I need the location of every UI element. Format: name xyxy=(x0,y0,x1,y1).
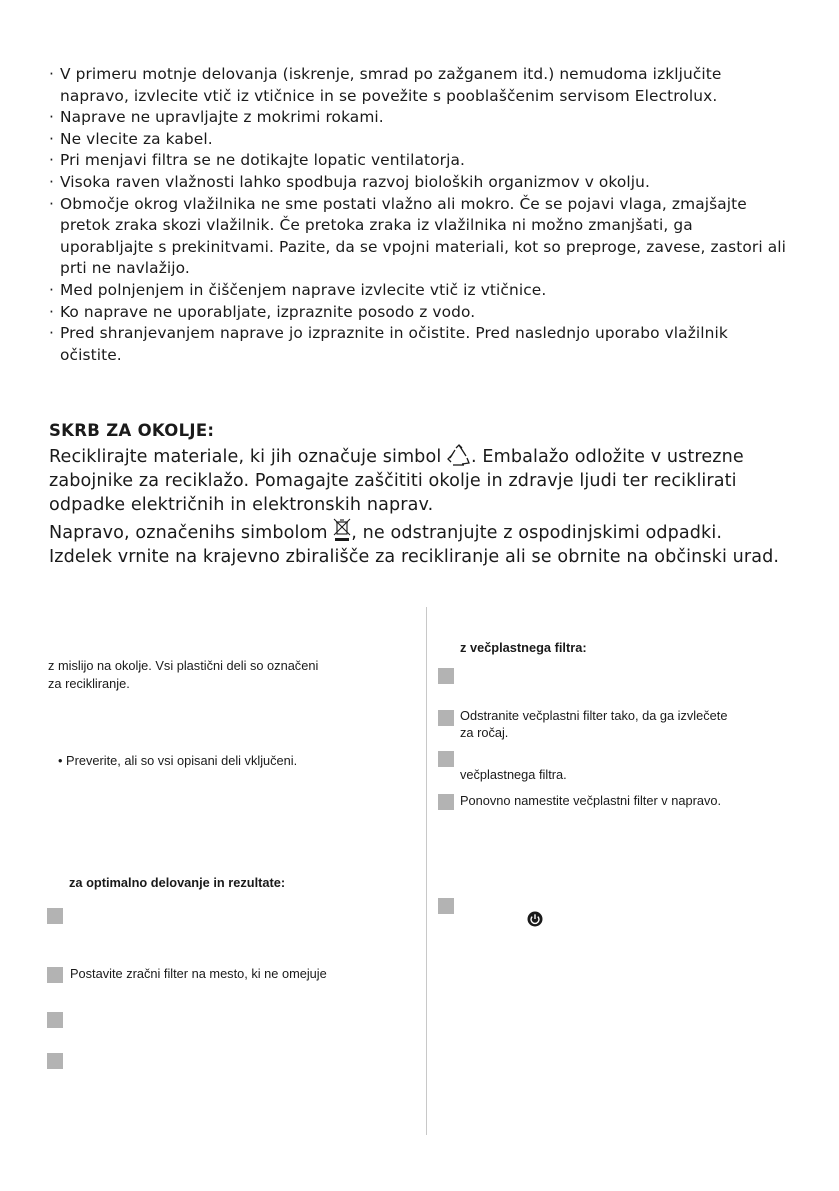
safety-item: · Ko naprave ne uporabljate, izpraznite posodo z vodo. xyxy=(49,302,789,324)
remove-filter-step-line1: Odstranite večplastni filter tako, da ga izvlečete xyxy=(460,708,728,723)
packaging-note-line1: z mislijo na okolje. Vsi plastični deli so označeni xyxy=(48,658,319,673)
environment-heading: SKRB ZA OKOLJE: xyxy=(49,421,215,440)
step-marker xyxy=(47,967,63,983)
step-marker xyxy=(438,710,454,726)
filter-step-text: večplastnega filtra. xyxy=(460,767,567,782)
filter-heading: z večplastnega filtra: xyxy=(460,640,587,655)
weee-bin-icon xyxy=(333,518,351,542)
safety-item: · Naprave ne upravljajte z mokrimi rokami. xyxy=(49,107,789,129)
recycling-text-end: . Embalažo odložite v ustrezne zabojnike za reciklažo. Pomagajte zaščititi okolje in zdravje ljudi ter reciklirati odpadke električnih in elektronskih naprav. xyxy=(49,447,744,515)
recycling-text-start: Reciklirajte materiale, ki jih označuje simbol xyxy=(49,447,442,467)
safety-item: · Pri menjavi filtra se ne dotikajte lopatic ventilatorja. xyxy=(49,150,789,172)
step-marker xyxy=(47,1012,63,1028)
reinstall-filter-step: Ponovno namestite večplastni filter v napravo. xyxy=(460,793,722,808)
safety-instructions-list xyxy=(49,64,789,366)
safety-item: · Visoka raven vlažnosti lahko spodbuja razvoj bioloških organizmov v okolju. xyxy=(49,172,789,194)
step-marker xyxy=(47,908,63,924)
safety-item: · Ne vlecite za kabel. xyxy=(49,129,789,151)
safety-item: · Pred shranjevanjem naprave jo izpraznite in očistite. Pred naslednjo uporabo vlažilnik očistite. xyxy=(49,323,789,366)
check-parts-note: • Preverite, ali so vsi opisani deli vključeni. xyxy=(58,753,298,768)
disposal-paragraph xyxy=(49,518,789,570)
safety-item: · Območje okrog vlažilnika ne sme postati vlažno ali mokro. Če se pojavi vlaga, zmajšajte pretok zraka skozi vlažilnik. Če pretoka zraka iz vlažilnika ni možno zmanjšati, ga uporabljajte s prekinitvami. Pazite, da se vpojni materiali, kot so preproge, zavese, zastori ali prti ne navlažijo. xyxy=(49,194,789,280)
step-marker xyxy=(438,751,454,767)
step-marker xyxy=(438,898,454,914)
recycle-icon xyxy=(447,444,471,466)
safety-item: · V primeru motnje delovanja (iskrenje, smrad po zažganem itd.) nemudoma izključite napravo, izvlecite vtič iz vtičnice in se povežite s pooblaščenim servisom Electrolux. xyxy=(49,64,789,107)
disposal-text-end: , ne odstranjujte z ospodinjskimi odpadki. Izdelek vrnite na krajevno zbirališče za recikliranje ali se obrnite na občinski urad. xyxy=(49,523,780,567)
remove-filter-step-line2: za ročaj. xyxy=(460,725,509,740)
step-marker xyxy=(438,794,454,810)
optimal-operation-heading: za optimalno delovanje in rezultate: xyxy=(69,875,286,890)
power-button-icon xyxy=(527,911,543,927)
safety-item: · Med polnjenjem in čiščenjem naprave izvlecite vtič iz vtičnice. xyxy=(49,280,789,302)
packaging-note-line2: za recikliranje. xyxy=(48,676,130,691)
step-marker xyxy=(47,1053,63,1069)
disposal-text-start: Napravo, označenihs simbolom xyxy=(49,523,328,543)
air-filter-placement-step: Postavite zračni filter na mesto, ki ne omejuje xyxy=(70,966,327,981)
column-divider xyxy=(426,607,427,1135)
recycling-paragraph xyxy=(49,444,789,517)
step-marker xyxy=(438,668,454,684)
